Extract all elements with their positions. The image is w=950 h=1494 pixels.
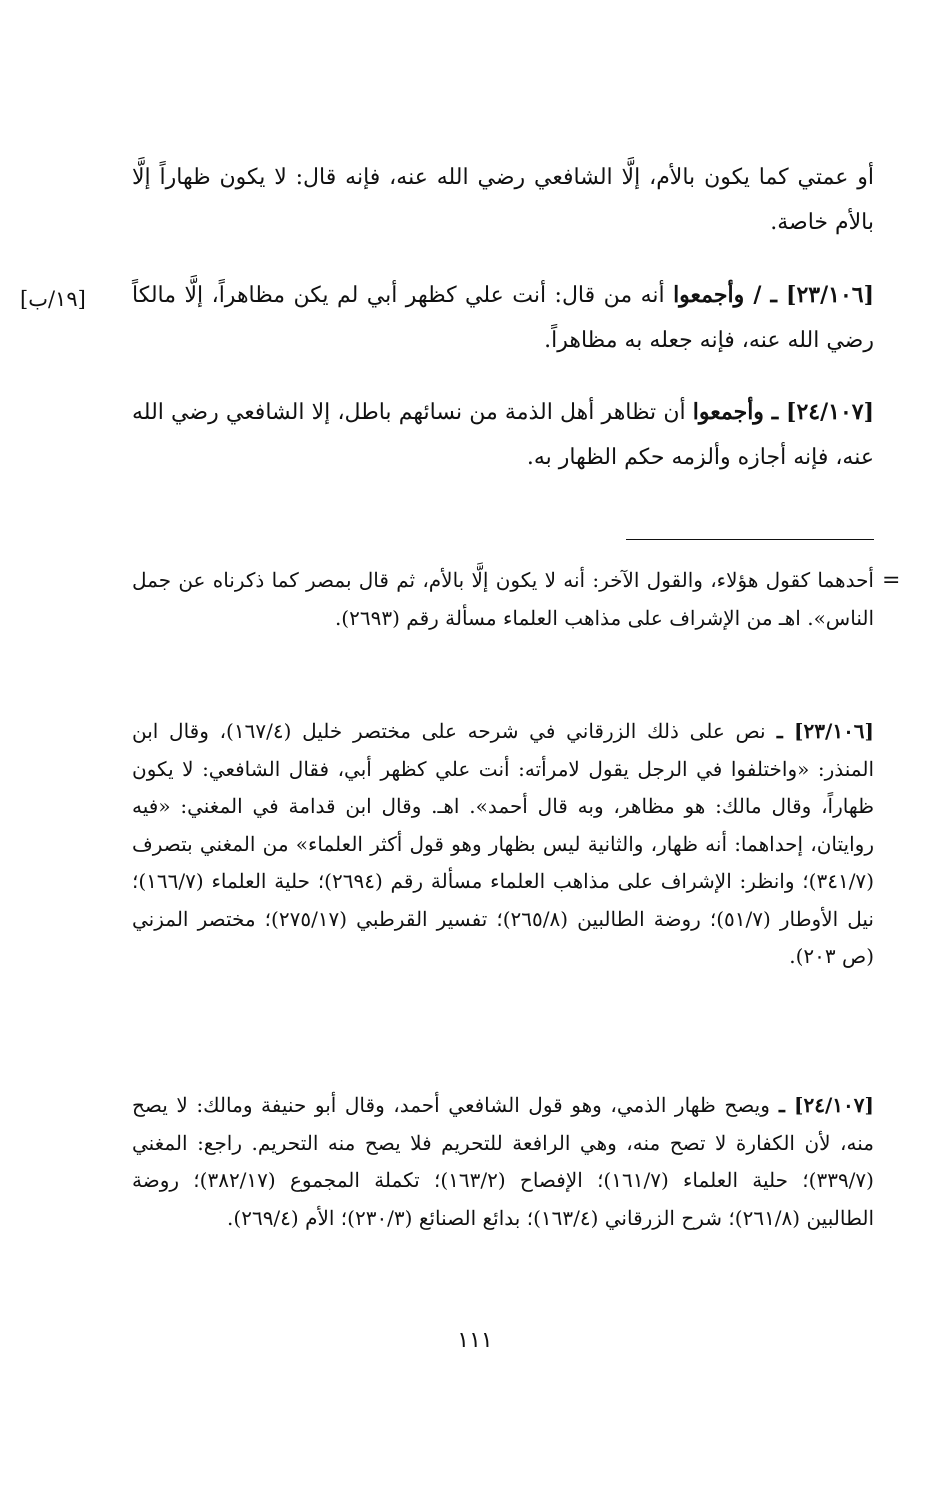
main-paragraph-3-ref: [٢٤/١٠٧] ـ [763,399,874,425]
main-paragraph-1-text: أو عمتي كما يكون بالأم، إلَّا الشافعي رضي الله عنه، فإنه قال: لا يكون ظهاراً إلَّا بالأم خاصة. [132,165,874,235]
footnote-23-106 [132,713,874,976]
main-paragraph-3-text: أن تظاهر أهل الذمة من نسائهم باطل، إلا الشافعي رضي الله عنه، فإنه أجازه وألزمه حكم الظهار به. [132,400,874,470]
main-paragraph-3-keyword: وأجمعوا [692,399,764,425]
footnote-24-107-text: ويصح ظهار الذمي، وهو قول الشافعي أحمد، وقال أبو حنيفة ومالك: لا يصح منه، لأن الكفارة لا تصح منه، وهي الرافعة للتحريم فلا يصح منه التحريم. راجع: المغني (٣٣٩/٧)؛ حلية العلماء (١٦١/٧)؛ الإفصاح (١٦٣/٢)؛ تكملة المجموع (٣٨٢/١٧)؛ روضة الطالبين (٢٦١/٨)؛ شرح الزرقاني (١٦٣/٤)؛ بدائع الصنائع (٢٣٠/٣)؛ الأم (٢٦٩/٤). [132,1093,874,1230]
main-paragraph-2-text: أنه من قال: أنت علي كظهر أبي لم يكن مظاهراً، إلَّا مالكاً رضي الله عنه، فإنه جعله به مظاهراً. [132,283,874,353]
main-paragraph-3 [132,390,874,480]
main-paragraph-2 [132,273,874,363]
footnote-continuation-mark: = [882,568,901,593]
margin-folio-note: [١٩/ب] [20,287,86,311]
footnote-continuation [132,562,874,637]
footnote-24-107 [132,1087,874,1237]
footnote-continuation-text: أحدهما كقول هؤلاء، والقول الآخر: أنه لا يكون إلَّا بالأم، ثم قال بمصر كما ذكرناه عن جمل الناس». اهـ من الإشراف على مذاهب العلماء مسألة رقم (٢٦٩٣). [132,568,874,630]
footnote-23-106-text: نص على ذلك الزرقاني في شرحه على مختصر خليل (١٦٧/٤)، وقال ابن المنذر: «واختلفوا في الرجل يقول لامرأته: أنت علي كظهر أبي، فقال الشافعي: لا يكون ظهاراً، وقال مالك: هو مظاهر، وبه قال أحمد». اهـ. وقال ابن قدامة في المغني: «فيه روايتان، إحداهما: أنه ظهار، والثانية ليس بظهار وهو قول أكثر العلماء» من المغني بتصرف (٣٤١/٧)؛ وانظر: الإشراف على مذاهب العلماء مسألة رقم (٢٦٩٤)؛ حلية العلماء (١٦٦/٧)؛ نيل الأوطار (٥١/٧)؛ روضة الطالبين (٢٦٥/٨)؛ تفسير القرطبي (٢٧٥/١٧)؛ مختصر المزني (ص ٢٠٣). [132,719,874,968]
main-paragraph-1 [132,155,874,245]
main-paragraph-2-ref: [٢٣/١٠٦] ـ / [744,282,874,308]
main-paragraph-2-keyword: وأجمعوا [673,282,745,308]
footnote-24-107-ref: [٢٤/١٠٧] ـ [769,1093,874,1117]
footnote-separator [626,539,874,540]
page-number: ١١١ [457,1328,493,1353]
footnote-23-106-ref: [٢٣/١٠٦] ـ [765,719,875,743]
